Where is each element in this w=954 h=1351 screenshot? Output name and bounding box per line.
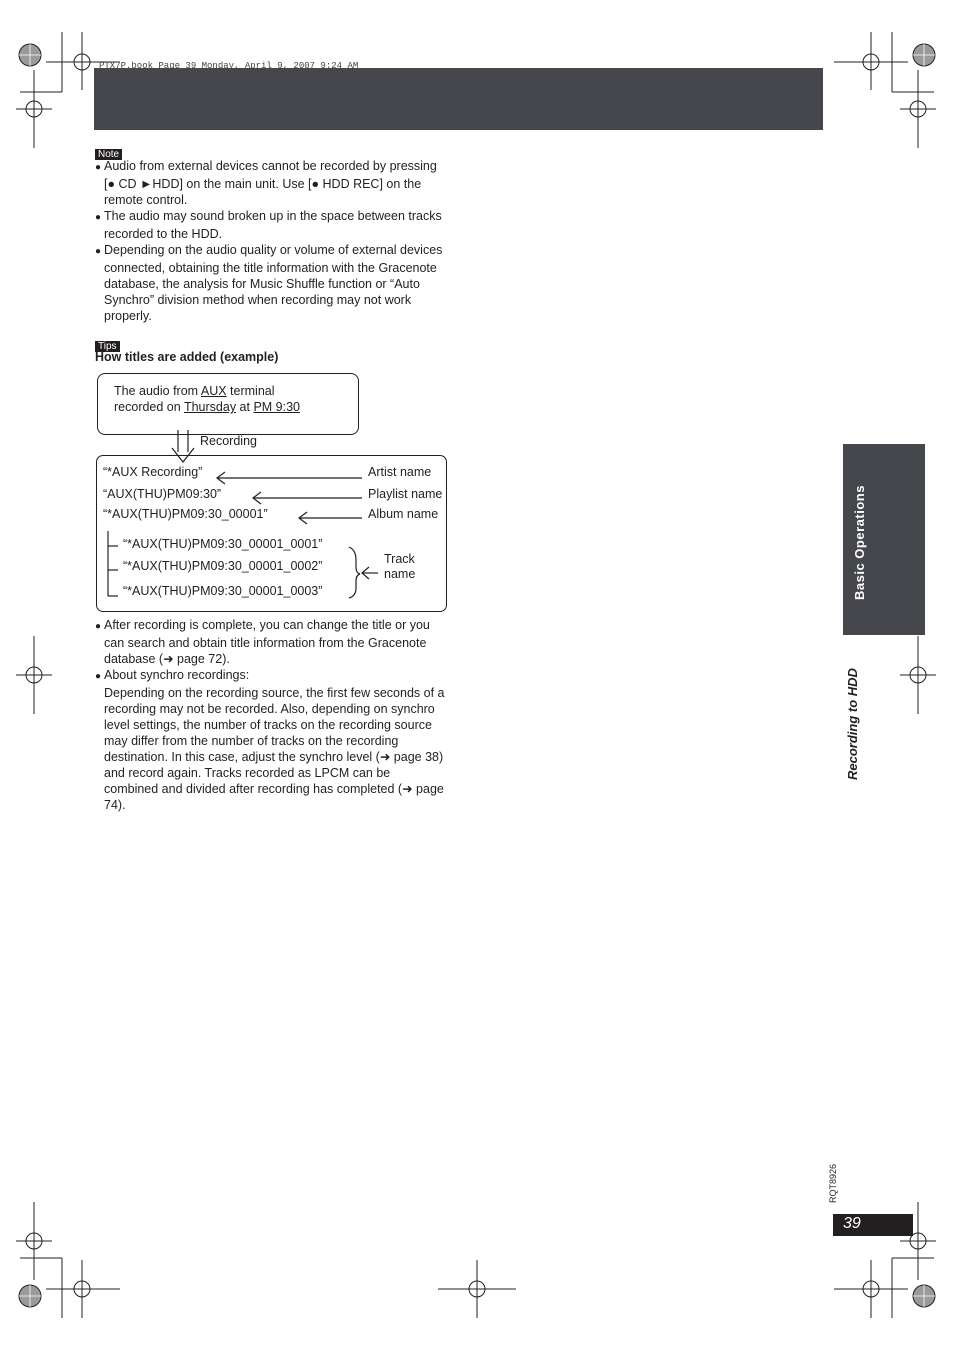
subsection-label: Recording to HDD	[845, 668, 860, 780]
bullet-icon: ●	[95, 671, 102, 682]
album-label: Album name	[368, 507, 439, 521]
track-label-line-1: Track	[384, 552, 415, 566]
bullet-icon: ●	[95, 246, 102, 257]
artist-entry: “*AUX Recording”	[103, 465, 203, 479]
tips-list	[95, 617, 447, 813]
track-entry: “*AUX(THU)PM09:30_00001_0002”	[123, 559, 323, 573]
tips-item: ● About synchro recordings:	[95, 667, 447, 685]
tips-item: ● After recording is complete, you can change the title or you can search and obtain title information from the Gracenote database (➜ page 72).	[95, 618, 430, 666]
note-label: Note	[95, 149, 122, 160]
model-code: RQT8926	[828, 1163, 838, 1203]
note-item: ● Audio from external devices cannot be recorded by pressing [● CD ►HDD] on the main unit. Use [● HDD REC] on the remote control.	[95, 159, 437, 207]
artist-label: Artist name	[368, 465, 432, 479]
section-tab-label: Basic Operations	[852, 485, 867, 600]
source-line-2: recorded on Thursday at PM 9:30	[114, 400, 301, 414]
track-entry: “*AUX(THU)PM09:30_00001_0003”	[123, 584, 323, 598]
bullet-icon: ●	[95, 212, 102, 223]
bullet-icon: ●	[95, 621, 102, 632]
recording-label: Recording	[200, 434, 257, 448]
playlist-entry: “AUX(THU)PM09:30”	[103, 487, 222, 501]
page-number: 39	[843, 1215, 861, 1232]
tips-title: How titles are added (example)	[95, 350, 279, 364]
tips-label: Tips	[95, 341, 120, 352]
track-label-line-2: name	[384, 567, 416, 581]
track-entry: “*AUX(THU)PM09:30_00001_0001”	[123, 537, 323, 551]
tips-item-body: Depending on the recording source, the first few seconds of a recording may not be recorded. Also, depending on synchro level settings, the number of tracks on the recording source may differ from the number of tracks on the recording destination. In this case, adjust the synchro level (➜ page 38) and record again. Tracks recorded as LPCM can be combined and divided after recording has completed (➜ page 74).	[104, 686, 445, 812]
album-entry: “*AUX(THU)PM09:30_00001”	[103, 507, 268, 521]
note-item: ● The audio may sound broken up in the space between tracks recorded to the HDD.	[95, 209, 442, 241]
bullet-icon: ●	[95, 162, 102, 173]
playlist-label: Playlist name	[368, 487, 443, 501]
note-item: ● Depending on the audio quality or volume of external devices connected, obtaining the title information with the Gracenote database, the analysis for Music Shuffle function or “Auto Synchro” division method when recording may not work properly.	[95, 243, 443, 323]
source-line-1: The audio from AUX terminal	[114, 384, 275, 398]
book-page-info: PTX7P.book Page 39 Monday, April 9, 2007 9:24 AM	[99, 61, 359, 71]
